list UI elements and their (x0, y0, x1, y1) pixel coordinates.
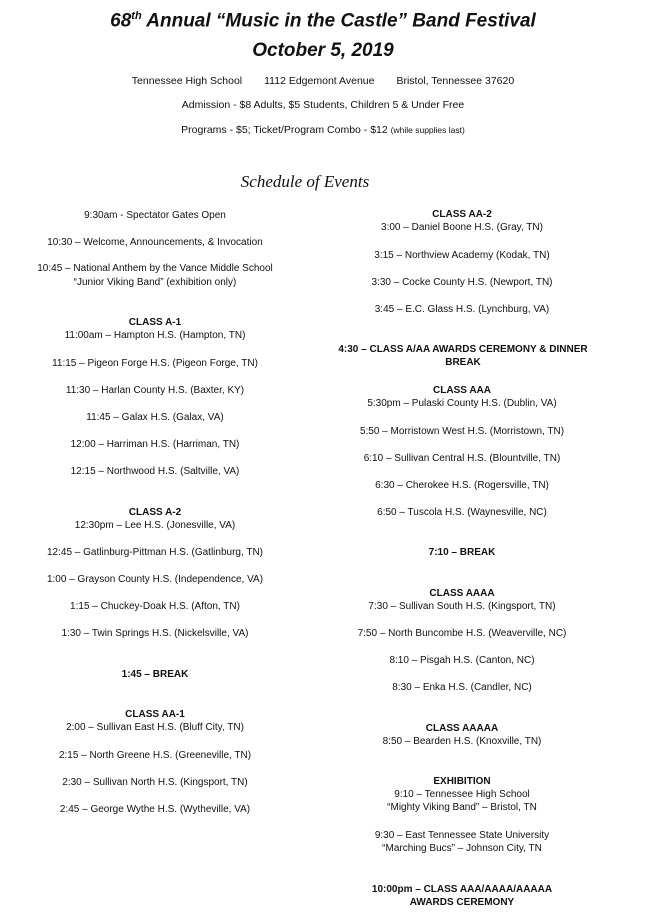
class-aaaa-event: 8:30 – Enka H.S. (Candler, NC) (392, 682, 532, 693)
awards-ceremony-1-line1: 4:30 – CLASS A/AA AWARDS CEREMONY & DINNER (338, 344, 588, 355)
class-aa1-title: CLASS AA-1 (125, 709, 185, 720)
schedule-title: Schedule of Events (240, 172, 370, 191)
class-aaa-event: 5:30pm – Pulaski County H.S. (Dublin, VA) (367, 398, 557, 409)
awards-ceremony-1-line2: BREAK (445, 357, 481, 368)
class-aaa-event: 6:10 – Sullivan Central H.S. (Blountville, TN) (363, 453, 561, 464)
class-aaa-block (322, 384, 602, 410)
class-aaaaa-event: 8:50 – Bearden H.S. (Knoxville, TN) (382, 736, 542, 747)
event-gates-open: 9:30am - Spectator Gates Open (84, 210, 226, 221)
exhibition-event: 9:10 – Tennessee High School (394, 789, 530, 800)
awards-ceremony-2-line1: 10:00pm – CLASS AAA/AAAA/AAAAA (371, 884, 553, 895)
class-a1-event: 12:00 – Harriman H.S. (Harriman, TN) (70, 439, 240, 450)
class-aa1-block (20, 708, 290, 734)
festival-date: October 5, 2019 (252, 40, 394, 61)
exhibition-block (322, 775, 602, 814)
break-2: 7:10 – BREAK (428, 547, 496, 558)
class-a1-event: 11:45 – Galax H.S. (Galax, VA) (86, 412, 224, 423)
admission-line: Admission - $8 Adults, $5 Students, Children 5 & Under Free (181, 99, 465, 111)
venue-city: Bristol, Tennessee 37620 (396, 75, 515, 87)
break-1: 1:45 – BREAK (121, 669, 189, 680)
class-aaaa-event: 7:30 – Sullivan South H.S. (Kingsport, TN) (368, 601, 556, 612)
class-aaaa-event: 8:10 – Pisgah H.S. (Canton, NC) (389, 655, 535, 666)
class-a1-block (20, 316, 290, 342)
class-aa1-event: 2:45 – George Wythe H.S. (Wytheville, VA) (59, 804, 251, 815)
awards-ceremony-2-line2: AWARDS CEREMONY (409, 897, 515, 908)
class-aa2-block (322, 208, 602, 234)
venue-address: 1112 Edgemont Avenue (264, 75, 375, 87)
class-aa2-event: 3:15 – Northview Academy (Kodak, TN) (374, 250, 550, 261)
class-aaa-title: CLASS AAA (433, 385, 491, 396)
class-aaaa-title: CLASS AAAA (429, 588, 495, 599)
class-aaaa-event: 7:50 – North Buncombe H.S. (Weaverville, NC) (357, 628, 567, 639)
class-aa1-event: 2:15 – North Greene H.S. (Greeneville, TN) (58, 750, 252, 761)
awards-ceremony-2 (322, 883, 602, 909)
venue-line (0, 74, 646, 88)
event-welcome: 10:30 – Welcome, Announcements, & Invocation (47, 237, 263, 248)
class-aaaaa-title: CLASS AAAAA (425, 723, 499, 734)
class-aa2-event: 3:45 – E.C. Glass H.S. (Lynchburg, VA) (374, 304, 550, 315)
class-aaa-event: 5:50 – Morristown West H.S. (Morristown, TN) (359, 426, 565, 437)
title-ordinal: 68 (110, 10, 132, 32)
exhibition-event-2 (322, 829, 602, 855)
class-a2-title: CLASS A-2 (128, 507, 182, 518)
class-a2-event: 12:30pm – Lee H.S. (Jonesville, VA) (74, 520, 236, 531)
venue-name: Tennessee High School (131, 75, 243, 87)
class-aaaa-block (322, 587, 602, 613)
title-rest: Annual “Music in the Castle” Band Festival (141, 10, 536, 32)
exhibition-title: EXHIBITION (433, 776, 491, 787)
event-anthem-band: “Junior Viking Band” (exhibition only) (73, 277, 237, 288)
awards-ceremony-1 (300, 343, 626, 369)
exhibition-event: 9:30 – East Tennessee State University (374, 830, 550, 841)
class-a1-event: 11:00am – Hampton H.S. (Hampton, TN) (64, 330, 246, 341)
programs-note: (while supplies last) (390, 125, 465, 135)
exhibition-event-band: “Mighty Viking Band” – Bristol, TN (387, 802, 537, 813)
class-a1-event: 11:30 – Harlan County H.S. (Baxter, KY) (65, 385, 245, 396)
class-aa2-title: CLASS AA-2 (432, 209, 492, 220)
class-a2-block (20, 506, 290, 532)
class-a2-event: 1:15 – Chuckey-Doak H.S. (Afton, TN) (70, 601, 240, 612)
class-a1-event: 12:15 – Northwood H.S. (Saltville, VA) (70, 466, 240, 477)
festival-title (0, 4, 646, 33)
programs-text: Programs - $5; Ticket/Program Combo - $12 (181, 124, 388, 136)
class-aa2-event: 3:30 – Cocke County H.S. (Newport, TN) (371, 277, 553, 288)
class-aa1-event: 2:30 – Sullivan North H.S. (Kingsport, TN) (62, 777, 248, 788)
title-ordinal-suffix: th (131, 10, 142, 22)
class-a1-event: 11:15 – Pigeon Forge H.S. (Pigeon Forge, TN) (52, 358, 258, 369)
class-a2-event: 1:30 – Twin Springs H.S. (Nickelsville, VA) (61, 628, 249, 639)
class-aa1-event: 2:00 – Sullivan East H.S. (Bluff City, TN) (66, 722, 244, 733)
programs-line (0, 123, 646, 137)
class-a2-event: 1:00 – Grayson County H.S. (Independence, VA) (46, 574, 264, 585)
class-aa2-event: 3:00 – Daniel Boone H.S. (Gray, TN) (381, 222, 543, 233)
exhibition-event-band: “Marching Bucs” – Johnson City, TN (382, 843, 542, 854)
class-aaa-event: 6:30 – Cherokee H.S. (Rogersville, TN) (375, 480, 549, 491)
class-aaa-event: 6:50 – Tuscola H.S. (Waynesville, NC) (377, 507, 547, 518)
class-aaaaa-block (322, 722, 602, 748)
class-a1-title: CLASS A-1 (128, 317, 182, 328)
event-anthem: 10:45 – National Anthem by the Vance Middle School (37, 263, 273, 274)
class-a2-event: 12:45 – Gatlinburg-Pittman H.S. (Gatlinburg, TN) (46, 547, 264, 558)
